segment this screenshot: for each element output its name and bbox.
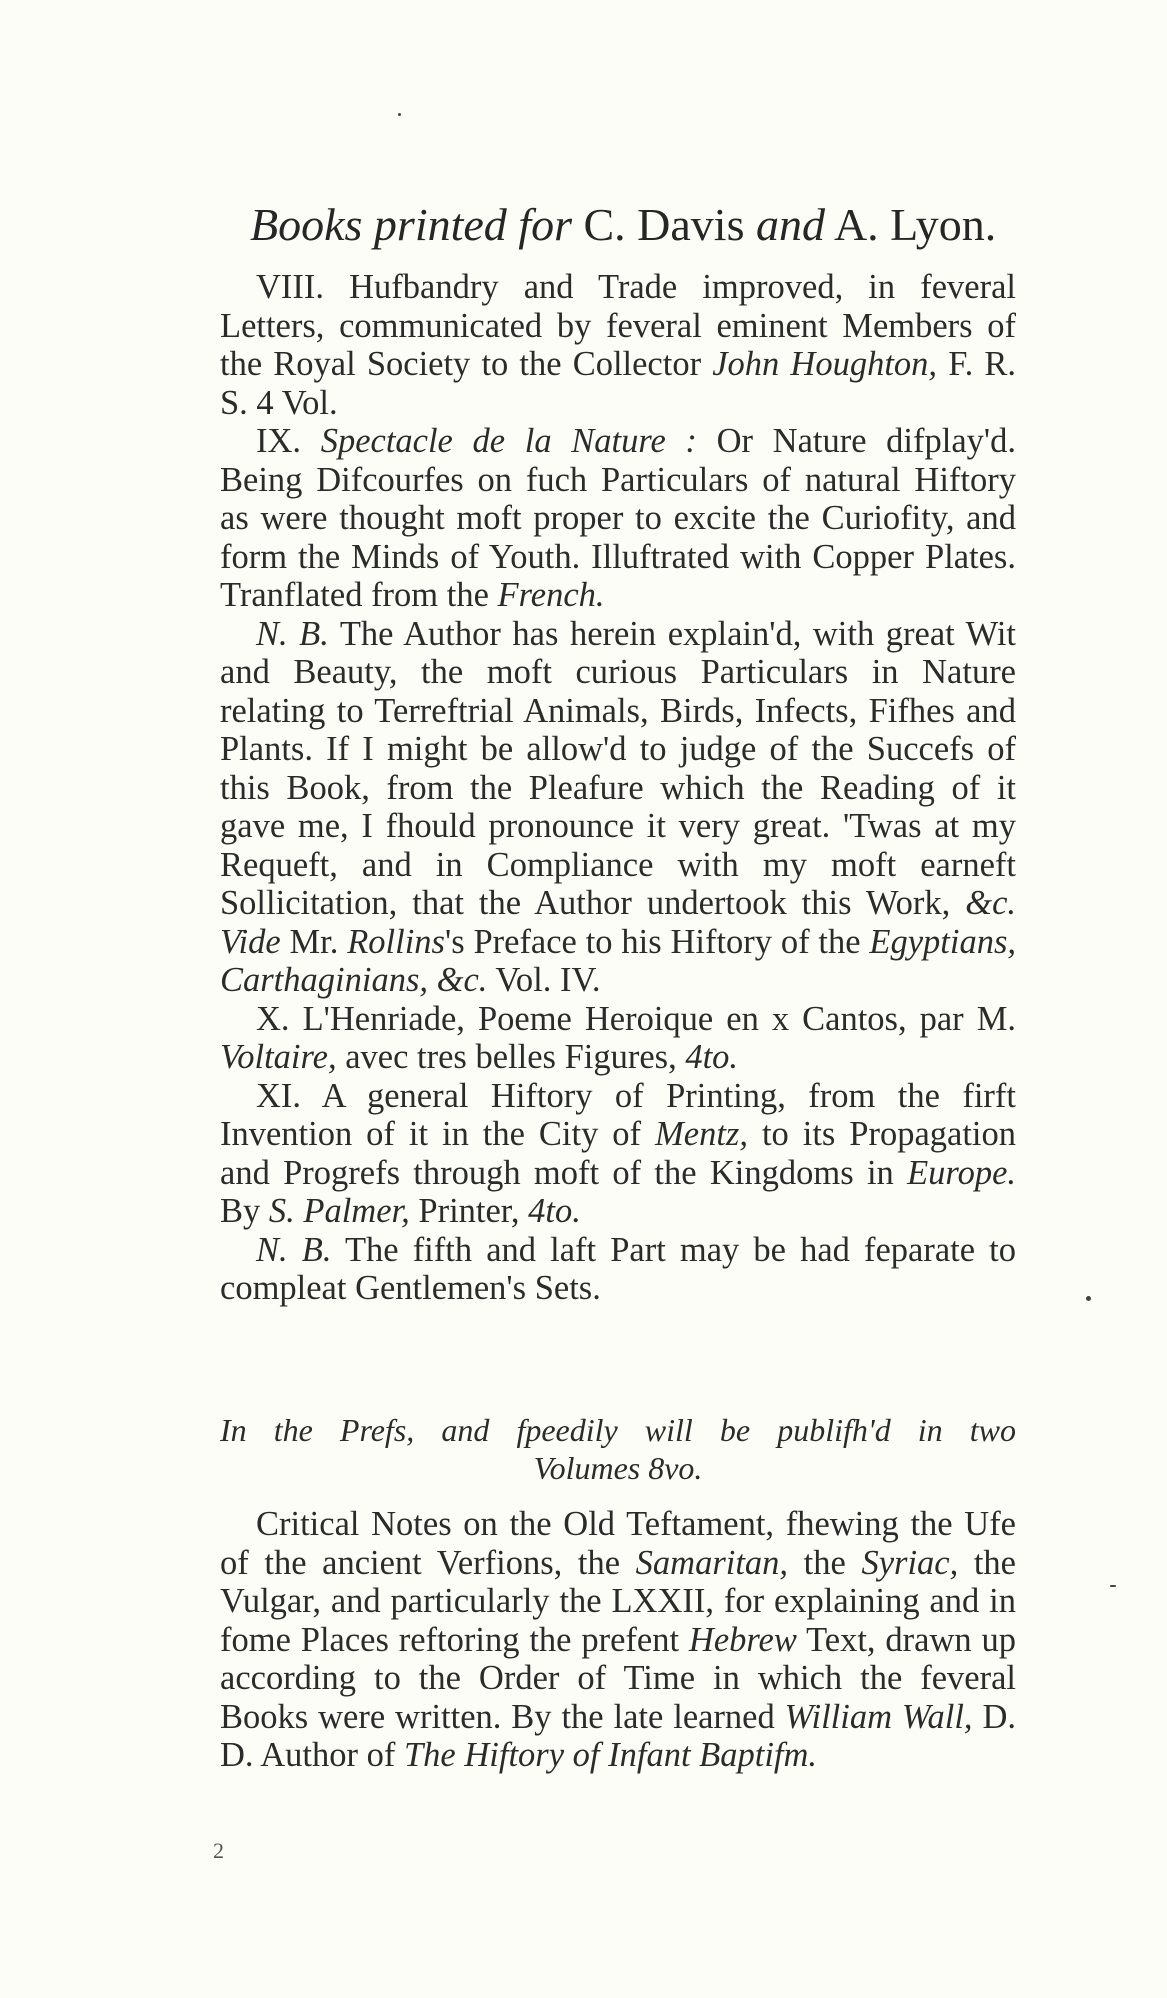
entry-version: Samaritan, [635, 1543, 789, 1582]
entry-xi [220, 1077, 1016, 1231]
entry-format: 4to. [685, 1038, 739, 1076]
entry-author: William Wall, [784, 1697, 973, 1736]
nota-bene-label: N. B. [256, 1230, 332, 1269]
entry-text: avec tres belles Figures, [345, 1038, 677, 1076]
entry-text: 's Preface to his Hiftory of the [444, 922, 861, 961]
ink-speck [1086, 1296, 1091, 1301]
entry-author: Voltaire, [220, 1038, 337, 1076]
entry-text: Printer, [418, 1192, 520, 1230]
entry-text: the [803, 1543, 846, 1582]
entry-text: A general Hiftory of Printing, from the firft Invention of it in the City of [220, 1076, 1016, 1153]
entry-city: Mentz, [655, 1115, 748, 1153]
nota-bene-label: N. B. [256, 614, 329, 653]
press-line-1: In the Prefs, and fpeedily will be publifh'd in two [220, 1412, 1016, 1448]
entry-book-title: The Hiftory of Infant Baptifm. [404, 1736, 818, 1774]
entry-ix [220, 422, 1016, 615]
entry-text: The Author has herein explain'd, with great Wit and Beauty, the moft curious Particulars in Nature relating to Terreftrial Animals, Birds, Infects, Fifhes and Plants. If I might be allow'd to judge of the Succefs of this Book, from the Pleafure which the Reading of it gave me, I fhould pronounce it very great. 'Twas at my Requeft, and in Compliance with my moft earneft Sollicitation, that the Author undertook this Work, [220, 614, 1016, 922]
ink-speck [1110, 1585, 1116, 1587]
press-line-2: Volumes 8vo. [533, 1450, 703, 1486]
page-heading [250, 198, 1030, 251]
entry-author: Rollins [347, 922, 445, 961]
entry-text: The fifth and laft Part may be had feparate to compleat Gentlemen's Sets. [220, 1230, 1016, 1307]
entry-text: Hufbandry and Trade improved, in feveral Letters, communicated by feveral eminent Members of the Royal Society to the Collector [220, 268, 1017, 383]
entry-language: Hebrew [688, 1620, 797, 1659]
heading-publisher-lyon: A. Lyon. [833, 199, 997, 250]
entry-text: By [220, 1192, 261, 1230]
entry-version: Syriac, [861, 1543, 959, 1582]
book-list [220, 268, 1016, 1308]
heading-publisher-davis: C. Davis [583, 199, 745, 250]
entry-author: John Houghton, [712, 345, 938, 383]
entry-text: F. R. S. 4 Vol. [220, 345, 1017, 422]
entry-text: to its Propagation and Progrefs through moft of the Kingdoms in [220, 1115, 1017, 1192]
entry-vide: Vide [220, 922, 281, 961]
entry-number: VIII. [256, 268, 325, 306]
entry-number: IX. [256, 422, 302, 460]
entry-peoples: Egyptians, Carthaginians, &c. [220, 922, 1016, 999]
entry-language: French. [497, 576, 605, 614]
entry-etc: &c. [965, 884, 1017, 922]
entry-text: L'Henriade, Poeme Heroique en x Cantos, par M. [302, 999, 1016, 1038]
entry-author: S. Palmer, [268, 1192, 410, 1230]
entry-text: Critical Notes on the Old Teftament, fhewing the Ufe of the ancient Verfions, the [220, 1505, 1016, 1582]
entry-format: 4to. [528, 1192, 581, 1230]
forthcoming-list [220, 1505, 1016, 1775]
entry-nota-bene-2 [220, 1231, 1016, 1308]
entry-viii [220, 268, 1016, 422]
entry-text: Text, drawn up according to the Order of Time in which the feveral Books were written. By the late learned [220, 1620, 1016, 1736]
entry-text: Or Nature difplay'd. Being Difcourfes on fuch Particulars of natural Hiftory as were thought moft proper to excite the Curiofity, and form the Minds of Youth. Illuftrated with Copper Plates. Tranflated from the [220, 422, 1016, 614]
entry-number: XI. [256, 1076, 302, 1115]
signature-mark: 2 [213, 1838, 224, 1863]
heading-and: and [755, 199, 825, 250]
entry-text: Mr. [289, 922, 339, 961]
entry-critical-notes [220, 1505, 1016, 1775]
entry-text: Vol. IV. [495, 961, 601, 999]
entry-place: Europe. [907, 1153, 1017, 1192]
entry-nota-bene-1 [220, 615, 1016, 1000]
entry-title: Spectacle de la Nature : [320, 422, 697, 460]
entry-x [220, 1000, 1016, 1077]
entry-number: X. [256, 999, 290, 1038]
entry-text: the Vulgar, and particularly the LXXII, for explaining and in fome Places reftoring the prefent [220, 1543, 1016, 1659]
ink-speck [398, 113, 401, 116]
in-the-press-notice [220, 1411, 1016, 1487]
heading-books-printed-for: Books printed for [250, 199, 572, 250]
entry-text: D. D. Author of [220, 1697, 1017, 1774]
